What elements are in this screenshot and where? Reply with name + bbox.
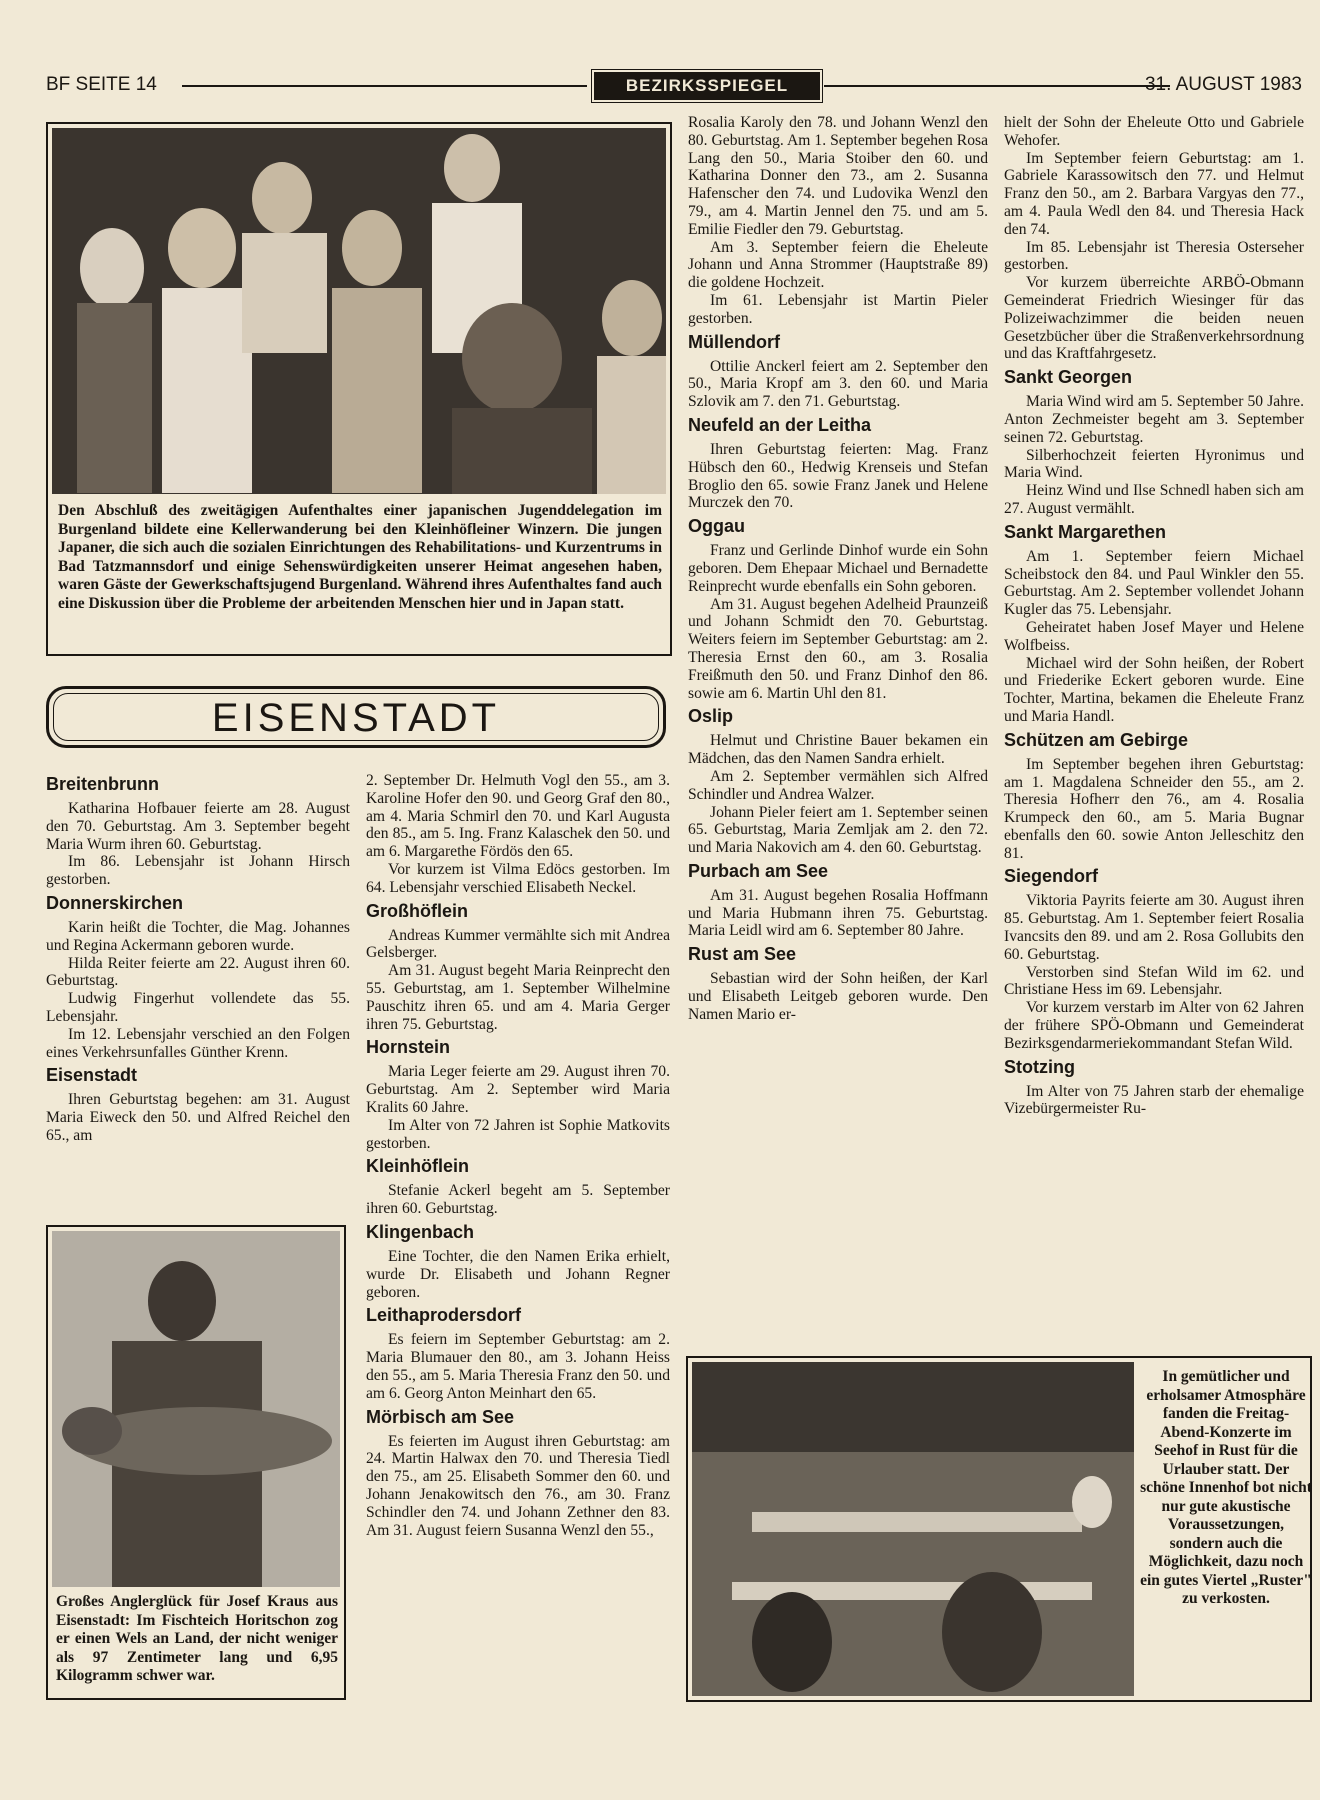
column-3 [688,114,988,1024]
paragraph: Sebastian wird der Sohn heißen, der Karl und Elisabeth Leitgeb geboren wurde. Den Namen Mario er- [688,970,988,1023]
paragraph: Ottilie Anckerl feiert am 2. September den 50., Maria Kropf am 3. den 60. und Maria Szlovik am 7. den 71. Geburtstag. [688,357,988,411]
paragraph: Am 2. September vermählen sich Alfred Schindler und Andrea Walzer. [688,767,988,803]
paragraph: Am 31. August begehen Rosalia Hoffmann und Maria Hubmann ihren 75. Geburtstag. Maria Leidl wird am 6. September 80 Jahre. [688,886,988,940]
paragraph: Andreas Kummer vermählte sich mit Andrea Gelsberger. [366,926,670,962]
paragraph: Im 12. Lebensjahr verschied an den Folgen eines Verkehrsunfalles Günther Krenn. [46,1025,350,1061]
heading-leithaprodersdorf: Leithaprodersdorf [366,1305,522,1326]
paragraph: Es feierten im August ihren Geburtstag: am 24. Martin Halwax den 70. und Theresia Tiedl den 75., am 25. Elisabeth Sommer den 60. und Johann Jenakowitsch den 76., am 30. Franz Schindler den 74. und Johann Zethner den 83. Am 31. August feiern Susanna Wenzl den 55., [366,1432,670,1539]
paragraph: Es feiern im September Geburtstag: am 2. Maria Blumauer den 80., am 3. Johann Heiss den 55., am 5. Maria Theresia Franz den 50. und am 6. Georg Anton Meinhart den 65. [366,1331,670,1402]
heading-schuetzen: Schützen am Gebirge [1004,729,1189,750]
paragraph: Am 3. September feiern die Eheleute Johann und Anna Strommer (Hauptstraße 89) die goldene Hochzeit. [688,238,988,292]
concert-photo-caption: In gemütlicher und erholsamer Atmosphäre fanden die Freitag-Abend-Konzerte im Seehof in Rust für die Urlauber statt. Der schöne Innenhof bot nicht nur gute akustische Voraussetzungen, sondern auch die Möglichkeit, dazu noch ein gutes Viertel „Ruster" zu verkosten. [1140,1368,1312,1607]
heading-rust: Rust am See [688,944,797,965]
concert-photo [692,1362,1134,1696]
angler-photo [52,1231,340,1587]
paragraph: Geheiratet haben Josef Mayer und Helene Wolfbeiss. [1004,618,1304,654]
column-2 [366,772,670,1539]
heading-purbach: Purbach am See [688,860,829,881]
paragraph: Franz und Gerlinde Dinhof wurde ein Sohn geboren. Dem Ehepaar Michael und Bernadette Reinprecht wurde ebenfalls ein Sohn geboren. [688,542,988,595]
paragraph: Katharina Hofbauer feierte am 28. August den 70. Geburtstag. Am 3. September begeht Maria Wurm ihren 60. Geburtstag. [46,800,350,853]
paragraph: Vor kurzem ist Vilma Edöcs gestorben. Im 64. Lebensjahr verschied Elisabeth Neckel. [366,860,670,896]
heading-breitenbrunn: Breitenbrunn [46,774,160,794]
header-rule-left [182,85,587,87]
paragraph: Johann Pieler feiert am 1. September seinen 65. Geburtstag, Maria Zemljak am 2. den 72. und Maria Nakovich am 4. den 60. Geburtstag. [688,803,988,857]
top-photo-box [46,122,672,656]
paragraph: Am 31. August begehen Adelheid Praunzeiß und Johann Schmidt den 70. Geburtstag. Weiters feiern im September Geburtstag: am 2. Theresia Ernst den 60., am 3. Rosalia Freißmuth den 50. und Franz Dinhof den 86. sowie am 6. Martin Uhl den 81. [688,595,988,702]
heading-oggau: Oggau [688,516,745,537]
heading-stotzing: Stotzing [1004,1056,1075,1077]
column-1 [46,770,350,1145]
fish-photo-box [46,1225,346,1700]
heading-klingenbach: Klingenbach [366,1221,475,1242]
paragraph: Eine Tochter, die den Namen Erika erhielt, wurde Dr. Elisabeth und Johann Regner geboren. [366,1247,670,1301]
top-photo-caption: Den Abschluß des zweitägigen Aufenthaltes einer japanischen Jugenddelegation im Burgenland bildete eine Kellerwanderung bei den Kleinhöfleiner Winzern. Die jungen Japaner, die sich auch die sozialen Einrichtungen des Rehabilitations- und Kurzentrums in Bad Tatzmannsdorf und einige Sehenswürdigkeiten unserer Heimat angesehen haben, waren Gäste der Gewerkschaftsjugend Burgenland. Während ihres Aufenthaltes fand auch eine Diskussion über die Probleme der arbeitenden Menschen hier und in Japan statt. [58,502,662,612]
region-banner [46,686,666,748]
paragraph: Ludwig Fingerhut vollendete das 55. Lebensjahr. [46,990,350,1025]
section-title: BEZIRKSSPIEGEL [594,72,820,100]
paragraph: Im Alter von 72 Jahren ist Sophie Matkovits gestorben. [366,1116,670,1152]
heading-sanktmargarethen: Sankt Margarethen [1004,521,1167,542]
paragraph: Im 61. Lebensjahr ist Martin Pieler gestorben. [688,291,988,327]
paragraph: Am 31. August begeht Maria Reinprecht den 55. Geburtstag, am 1. September Wilhelmine Pauschitz ihren 65. und am 4. Maria Gerger ihren 75. Geburtstag. [366,962,670,1033]
paragraph: Vor kurzem verstarb im Alter von 62 Jahren der frühere SPÖ-Obmann und Gemeinderat Bezirksgendarmeriekommandant Stefan Wild. [1004,999,1304,1052]
page-header [46,72,1302,98]
heading-moerbisch: Mörbisch am See [366,1406,515,1427]
paragraph: Viktoria Payrits feierte am 30. August ihren 85. Geburtstag. Am 1. September feiert Rosalia Ivancsits den 89. und am 2. Rosa Gollubits den 60. Geburtstag. [1004,892,1304,963]
paragraph: Helmut und Christine Bauer bekamen ein Mädchen, das den Namen Sandra erhielt. [688,732,988,768]
paragraph: Heinz Wind und Ilse Schnedl haben sich am 27. August vermählt. [1004,482,1304,517]
heading-donnerskirchen: Donnerskirchen [46,892,184,913]
heading-siegendorf: Siegendorf [1004,866,1099,887]
paragraph: Im 85. Lebensjahr ist Theresia Osterseher gestorben. [1004,238,1304,274]
paragraph: Ihren Geburtstag begehen: am 31. August Maria Eiweck den 50. und Alfred Reichel den 65., am [46,1091,350,1144]
paragraph: Im 86. Lebensjahr ist Johann Hirsch gestorben. [46,853,350,889]
paragraph: Im September begehen ihren Geburtstag: am 1. Magdalena Schneider den 55., am 2. Theresia Hofherr den 76., am 4. Rosalia Krumpeck den 60., am 5. Maria Bugnar ebenfalls den 60. sowie Anton Jelleschitz den 81. [1004,755,1304,862]
heading-oslip: Oslip [688,706,734,727]
paragraph: Maria Wind wird am 5. September 50 Jahre. Anton Zechmeister begeht am 3. September seinen 72. Geburtstag. [1004,393,1304,446]
paragraph: Ihren Geburtstag feierten: Mag. Franz Hübsch den 60., Hedwig Krenseis und Stefan Broglio den 65. sowie Franz Janek und Helene Murczek den 70. [688,440,988,512]
region-banner-title: EISENSTADT [53,693,659,741]
heading-grosshoeflein: Großhöflein [366,900,468,921]
heading-hornstein: Hornstein [366,1037,451,1058]
paragraph: Michael wird der Sohn heißen, der Robert und Friederike Eckert geboren wurde. Eine Tochter, Martina, bekamen die Eheleute Franz und Maria Handl. [1004,654,1304,725]
paragraph: Maria Leger feierte am 29. August ihren 70. Geburtstag. Am 2. September wird Maria Kralits 60 Jahre. [366,1063,670,1116]
page-number: BF SEITE 14 [46,74,157,95]
heading-kleinhoeflein: Kleinhöflein [366,1156,469,1177]
paragraph: Stefanie Ackerl begeht am 5. September ihren 60. Geburtstag. [366,1182,670,1218]
issue-date: 31. AUGUST 1983 [1144,74,1302,95]
heading-sanktgeorgen: Sankt Georgen [1004,367,1133,388]
paragraph: hielt der Sohn der Eheleute Otto und Gabriele Wehofer. [1004,114,1304,149]
paragraph: Karin heißt die Tochter, die Mag. Johannes und Regina Ackermann geboren wurde. [46,918,350,954]
paragraph: Rosalia Karoly den 78. und Johann Wenzl den 80. Geburtstag. Am 1. September begehen Rosa Lang den 50., Maria Stoiber den 60. und Katharina Donner den 73., am 2. Susanna Hafenscher den 74. und Ludovika Wenzl den 79., am 4. Martin Jennel den 75. und am 5. Emilie Fiedler den 79. Geburtstag. [688,114,988,238]
paragraph: Vor kurzem überreichte ARBÖ-Obmann Gemeinderat Friedrich Wiesinger für das Polizeiwachzimmer die beiden neuen Gesetzbücher über die Straßenverkehrsordnung und das Kraftfahrgesetz. [1004,274,1304,363]
heading-muellendorf: Müllendorf [688,331,780,352]
paragraph: Am 1. September feiern Michael Scheibstock den 84. und Paul Winkler den 55. Geburtstag. Am 2. September vollendet Johann Kugler das 75. Lebensjahr. [1004,547,1304,619]
heading-eisenstadt: Eisenstadt [46,1065,138,1086]
youth-delegation-photo [52,128,666,494]
column-4 [1004,114,1304,1118]
fish-photo-caption: Großes Anglerglück für Josef Kraus aus Eisenstadt: Im Fischteich Horitschon zog er einen Wels an Land, der nicht weniger als 97 Zentimeter lang und 6,95 Kilogramm schwer war. [56,1593,338,1684]
paragraph: Hilda Reiter feierte am 22. August ihren 60. Geburtstag. [46,954,350,990]
paragraph: Im September feiern Geburtstag: am 1. Gabriele Karassowitsch den 77. und Helmut Franz den 50., am 2. Barbara Vargyas den 77., am 4. Paula Wedl den 84. und Theresia Hack den 74. [1004,149,1304,238]
header-rule-right [824,85,1170,87]
heading-neufeld: Neufeld an der Leitha [688,414,872,435]
paragraph: Silberhochzeit feierten Hyronimus und Maria Wind. [1004,446,1304,482]
paragraph: 2. September Dr. Helmuth Vogl den 55., am 3. Karoline Hofer den 90. und Georg Graf den 80., am 4. Maria Schmirl den 70. und Karl Augusta den 85., am 5. Ing. Franz Kalaschek den 50. und am 6. Margarethe Fördös den 65. [366,772,670,861]
paragraph: Im Alter von 75 Jahren starb der ehemalige Vizebürgermeister Ru- [1004,1082,1304,1118]
paragraph: Verstorben sind Stefan Wild im 62. und Christiane Hess im 69. Lebensjahr. [1004,963,1304,999]
